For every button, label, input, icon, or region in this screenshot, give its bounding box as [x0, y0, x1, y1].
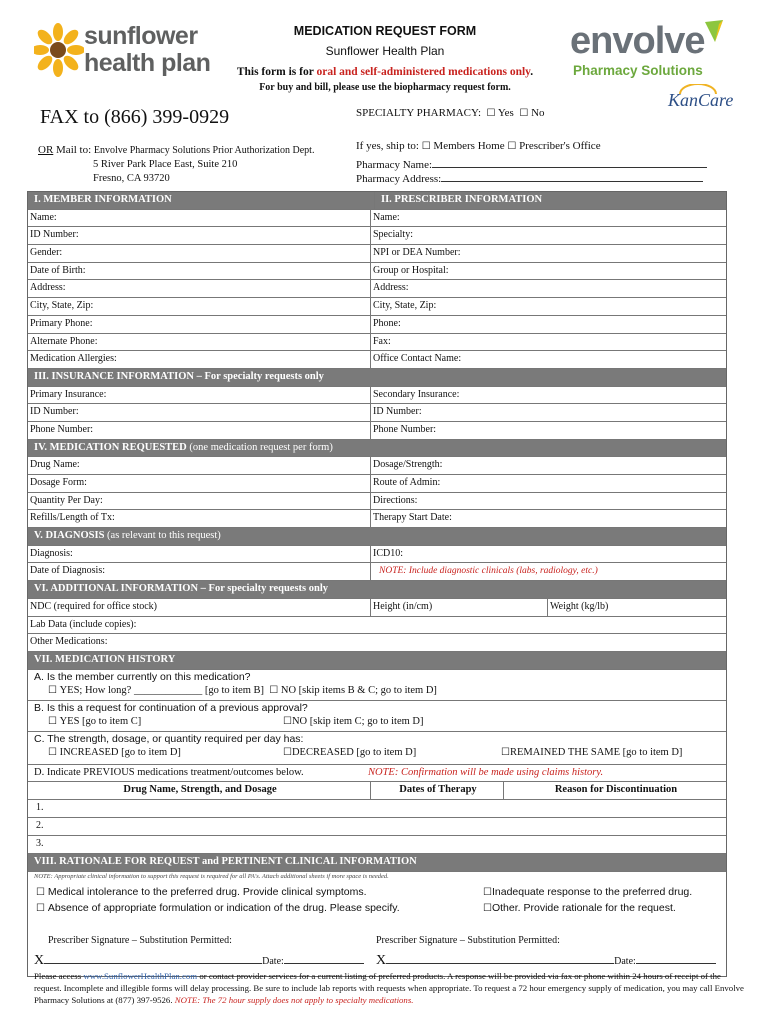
rationale-4-label: Other. Provide rationale for the request.: [491, 901, 676, 914]
qa-no-label: NO [skip items B & C; go to item D]: [280, 685, 437, 697]
medication-field-left[interactable]: Dosage Form:: [28, 475, 371, 492]
footer-text-a: Please access: [34, 971, 84, 981]
date-of-diagnosis-field[interactable]: Date of Diagnosis:: [28, 563, 371, 580]
specialty-label: SPECIALTY PHARMACY:: [356, 107, 482, 119]
insurance-row: [28, 404, 726, 422]
member-prescriber-field-left[interactable]: Gender:: [28, 245, 371, 262]
form-subtitle: Sunflower Health Plan: [325, 44, 445, 58]
ndc-field[interactable]: NDC (required for office stock): [28, 599, 371, 616]
mail-label: Mail to:: [53, 144, 94, 156]
qb-yes-label: YES [go to item C]: [59, 716, 142, 728]
checkbox-members-home[interactable]: ☐: [421, 141, 431, 152]
member-prescriber-row: [28, 210, 726, 228]
checkbox-qc-decreased[interactable]: ☐: [283, 747, 292, 759]
member-prescriber-field-left[interactable]: Medication Allergies:: [28, 351, 371, 368]
member-prescriber-field-right[interactable]: Phone:: [373, 317, 401, 329]
member-prescriber-field-right[interactable]: Specialty:: [373, 229, 413, 241]
request-form-table: [27, 191, 727, 977]
footer-notice: [34, 970, 744, 1006]
rationale-3-label: Absence of appropriate formulation or indication of the drug. Please specify.: [47, 901, 400, 914]
history-question-b: B. Is this a request for continuation of a previous approval?: [34, 701, 308, 714]
envolve-logo: envolve: [570, 20, 705, 62]
rationale-2-label: Inadequate response to the preferred drug.: [491, 885, 693, 898]
rationale-option-4: [483, 902, 676, 914]
insurance-row: [28, 387, 726, 405]
history-question-a: A. Is the member currently on this medication?: [34, 670, 251, 683]
diagnosis-row: [28, 546, 726, 564]
insurance-field-left[interactable]: ID Number:: [28, 404, 371, 421]
insurance-rows: [28, 387, 726, 440]
history-table-header: [28, 782, 726, 800]
member-prescriber-field-left[interactable]: Name:: [28, 210, 371, 227]
insurance-field-left[interactable]: Phone Number:: [28, 422, 371, 439]
checkbox-qc-increased[interactable]: ☐: [48, 747, 57, 759]
rationale-option-3: [36, 902, 400, 914]
icd10-field[interactable]: ICD10:: [373, 547, 403, 559]
footer-website-link[interactable]: www.SunflowerHealthPlan.com: [83, 971, 198, 981]
envolve-leaf-icon: [703, 18, 725, 44]
signature-x-left: X: [34, 953, 45, 968]
member-prescriber-field-right[interactable]: NPI or DEA Number:: [373, 247, 461, 259]
history-entry-row: [28, 800, 726, 818]
pharmacy-name-field[interactable]: [356, 157, 707, 171]
member-prescriber-field-left[interactable]: Alternate Phone:: [28, 334, 371, 351]
signature-label-left: Prescriber Signature – Substitution Permitted:: [48, 935, 232, 946]
member-prescriber-field-right[interactable]: Fax:: [373, 335, 391, 347]
mail-to: [38, 144, 314, 156]
history-item-b: [28, 701, 726, 732]
medication-rows: [28, 457, 726, 528]
notice-prefix: This form is for: [236, 66, 317, 78]
rationale-header: VIII. RATIONALE FOR REQUEST and PERTINENT CLINICAL INFORMATION: [34, 855, 417, 867]
ship-option-home: Members Home: [433, 140, 505, 152]
ship-option-office: Prescriber's Office: [519, 140, 601, 152]
member-prescriber-field-right[interactable]: Group or Hospital:: [373, 264, 449, 276]
signature-line-left[interactable]: [34, 953, 369, 969]
medication-field-left[interactable]: Refills/Length of Tx:: [28, 510, 371, 527]
medication-header-note: (one medication request per form): [186, 441, 333, 453]
section-header-medication: [28, 440, 726, 458]
additional-info-header: VI. ADDITIONAL INFORMATION – For specialty requests only: [34, 583, 329, 595]
member-prescriber-field-left[interactable]: Primary Phone:: [28, 316, 371, 333]
rationale-note: NOTE: Appropriate clinical information to support this request is required for all PA's. Attach additional sheets if more space is needed.: [34, 872, 389, 880]
member-prescriber-field-right[interactable]: Office Contact Name:: [373, 353, 462, 365]
member-prescriber-row: [28, 227, 726, 245]
ship-to: [356, 140, 601, 152]
member-prescriber-row: [28, 263, 726, 281]
date-label-left: Date:: [262, 956, 284, 967]
diagnosis-note: NOTE: Include diagnostic clinicals (labs, radiology, etc.): [379, 566, 598, 577]
qc-increased-label: INCREASED [go to item D]: [59, 747, 181, 759]
medication-field-left[interactable]: Drug Name:: [28, 457, 371, 474]
section-header-history: [28, 652, 726, 670]
weight-field[interactable]: Weight (kg/lb): [550, 600, 609, 612]
rationale-option-2: [483, 886, 692, 898]
medication-row: [28, 493, 726, 511]
sunflower-icon: [34, 20, 84, 80]
ndc-row: [28, 599, 726, 617]
member-prescriber-row: [28, 334, 726, 352]
history-entry-row: [28, 836, 726, 854]
medication-row: [28, 510, 726, 528]
medication-header: IV. MEDICATION REQUESTED: [34, 441, 187, 453]
diagnosis-header-note: (as relevant to this request): [104, 530, 221, 542]
diagnosis-header: V. DIAGNOSIS: [34, 530, 105, 542]
insurance-field-right[interactable]: Phone Number:: [373, 423, 437, 435]
qa-yes-label: YES; How long? _____________ [go to item B]: [59, 685, 265, 697]
section-header-diagnosis: [28, 528, 726, 546]
medication-field-right[interactable]: Therapy Start Date:: [373, 512, 452, 524]
fax-number: FAX to (866) 399-0929: [40, 106, 230, 128]
member-prescriber-rows: [28, 210, 726, 369]
col-reason: Reason for Discontinuation: [554, 784, 678, 796]
medication-row: [28, 457, 726, 475]
checkbox-prescriber-office[interactable]: ☐: [507, 141, 517, 152]
checkbox-specialty-yes[interactable]: ☐: [486, 108, 496, 119]
kancare-logo: KanCare: [668, 90, 734, 110]
specialty-pharmacy: [356, 107, 545, 119]
checkbox-qc-same[interactable]: ☐: [501, 747, 510, 759]
lab-data-row: [28, 617, 726, 635]
medication-row: [28, 475, 726, 493]
col-dates-of-therapy: Dates of Therapy: [371, 782, 504, 799]
member-prescriber-row: [28, 280, 726, 298]
member-prescriber-field-left[interactable]: Date of Birth:: [28, 263, 371, 280]
member-info-header: I. MEMBER INFORMATION: [28, 192, 375, 209]
member-prescriber-field-right[interactable]: Address:: [373, 282, 409, 294]
section-header-member-prescriber: [28, 192, 726, 210]
history-question-c: C. The strength, dosage, or quantity required per day has:: [34, 732, 304, 745]
section-header-additional: [28, 581, 726, 599]
specialty-no-label: No: [531, 107, 545, 119]
mail-or: OR: [38, 144, 54, 156]
qb-no-label: NO [skip item C; go to item D]: [291, 716, 424, 728]
history-entry-row: [28, 818, 726, 836]
history-entry-field[interactable]: 2.: [36, 819, 44, 831]
notice-biopharmacy: For buy and bill, please use the biopharmacy request form.: [259, 82, 511, 93]
date-label-right: Date:: [614, 956, 636, 967]
insurance-row: [28, 422, 726, 440]
insurance-field-right[interactable]: ID Number:: [373, 406, 422, 418]
checkbox-qb-yes[interactable]: ☐: [48, 716, 57, 728]
qc-same-label: REMAINED THE SAME [go to item D]: [509, 747, 683, 759]
footer-text-b: or contact provider services for a current listing of preferred products. A response will be provided via fax or phone within 24 hours of receipt of the request. Incomplete and illegible forms will delay processing. Be sure to include lab reports with requests when appropriate. To request a 72 hour emergency supply of medication, you may call Envolve Pharmacy Solutions at (877) 397-9526.: [34, 971, 744, 1005]
rationale-1-label: Medical intolerance to the preferred drug. Provide clinical symptoms.: [47, 885, 367, 898]
history-entry-field[interactable]: 1.: [36, 801, 44, 813]
checkbox-rationale-3[interactable]: ☐: [36, 902, 45, 914]
address-line1: 5 River Park Place East, Suite 210: [93, 159, 238, 170]
checkbox-rationale-2[interactable]: ☐: [483, 886, 492, 898]
history-item-a: [28, 670, 726, 701]
checkbox-rationale-4[interactable]: ☐: [483, 902, 492, 914]
address-line2: Fresno, CA 93720: [93, 173, 170, 184]
history-note: NOTE: Confirmation will be made using claims history.: [368, 766, 604, 778]
qc-decreased-label: DECREASED [go to item D]: [291, 747, 417, 759]
rationale-option-1: [36, 886, 367, 898]
section-header-insurance: [28, 369, 726, 387]
insurance-header: III. INSURANCE INFORMATION – For specialty requests only: [34, 370, 324, 382]
checkbox-qa-no[interactable]: ☐: [269, 685, 279, 697]
notice-oral-meds: [180, 66, 590, 78]
date-of-diagnosis-row: [28, 563, 726, 581]
member-prescriber-field-left[interactable]: City, State, Zip:: [28, 298, 371, 315]
col-drug-name: Drug Name, Strength, and Dosage: [28, 782, 371, 799]
history-rows: [28, 800, 726, 854]
member-prescriber-field-right[interactable]: City, State, Zip:: [373, 300, 437, 312]
medication-field-left[interactable]: Quantity Per Day:: [28, 493, 371, 510]
history-question-d: D. Indicate PREVIOUS medications treatment/outcomes below.: [34, 766, 304, 778]
prescriber-info-header: II. PRESCRIBER INFORMATION: [381, 194, 543, 205]
signature-x-right: X: [376, 953, 387, 968]
diagnosis-field[interactable]: Diagnosis:: [28, 546, 371, 563]
member-prescriber-field-right[interactable]: Name:: [373, 211, 400, 223]
history-item-c: [28, 732, 726, 765]
logo-text-sunflower: sunflower: [84, 22, 198, 50]
insurance-field-left[interactable]: Primary Insurance:: [28, 387, 371, 404]
insurance-field-right[interactable]: Secondary Insurance:: [373, 388, 460, 400]
checkbox-rationale-1[interactable]: ☐: [36, 886, 45, 898]
footer-note: NOTE: The 72 hour supply does not apply to specialty medications.: [174, 995, 414, 1005]
history-entry-field[interactable]: 3.: [36, 837, 44, 849]
envolve-subtitle: Pharmacy Solutions: [573, 63, 703, 78]
logo-text-health-plan: health plan: [84, 49, 211, 77]
member-prescriber-row: [28, 245, 726, 263]
signature-label-right: Prescriber Signature – Substitution Permitted:: [376, 935, 560, 946]
other-meds-field[interactable]: Other Medications:: [30, 636, 108, 648]
specialty-yes-label: Yes: [497, 107, 514, 119]
section-header-rationale: [28, 854, 726, 872]
member-prescriber-row: [28, 316, 726, 334]
member-prescriber-field-left[interactable]: Address:: [28, 280, 371, 297]
signature-line-right[interactable]: [376, 953, 731, 969]
other-meds-row: [28, 634, 726, 652]
lab-data-field[interactable]: Lab Data (include copies):: [30, 618, 137, 630]
member-prescriber-row: [28, 351, 726, 369]
medication-field-right[interactable]: Route of Admin:: [373, 477, 441, 488]
ship-to-label: If yes, ship to:: [356, 140, 419, 152]
checkbox-specialty-no[interactable]: ☐: [519, 108, 529, 119]
notice-suffix: .: [530, 66, 534, 78]
history-item-d: [28, 765, 726, 783]
pharmacy-address-label: Pharmacy Address:: [356, 173, 442, 185]
height-field[interactable]: Height (in/cm): [371, 599, 548, 616]
mail-dept: Envolve Pharmacy Solutions Prior Authorization Dept.: [93, 145, 315, 156]
medication-field-right[interactable]: Dosage/Strength:: [373, 459, 443, 471]
medication-history-header: VII. MEDICATION HISTORY: [34, 653, 176, 665]
medication-field-right[interactable]: Directions:: [373, 494, 418, 506]
pharmacy-address-field[interactable]: [356, 171, 703, 185]
notice-highlight: oral and self-administered medications only: [316, 66, 531, 78]
checkbox-qa-yes[interactable]: ☐: [48, 685, 57, 697]
form-title: MEDICATION REQUEST FORM: [293, 24, 477, 38]
checkbox-qb-no[interactable]: ☐: [283, 716, 292, 728]
member-prescriber-field-left[interactable]: ID Number:: [28, 227, 371, 244]
pharmacy-name-label: Pharmacy Name:: [356, 159, 433, 171]
member-prescriber-row: [28, 298, 726, 316]
